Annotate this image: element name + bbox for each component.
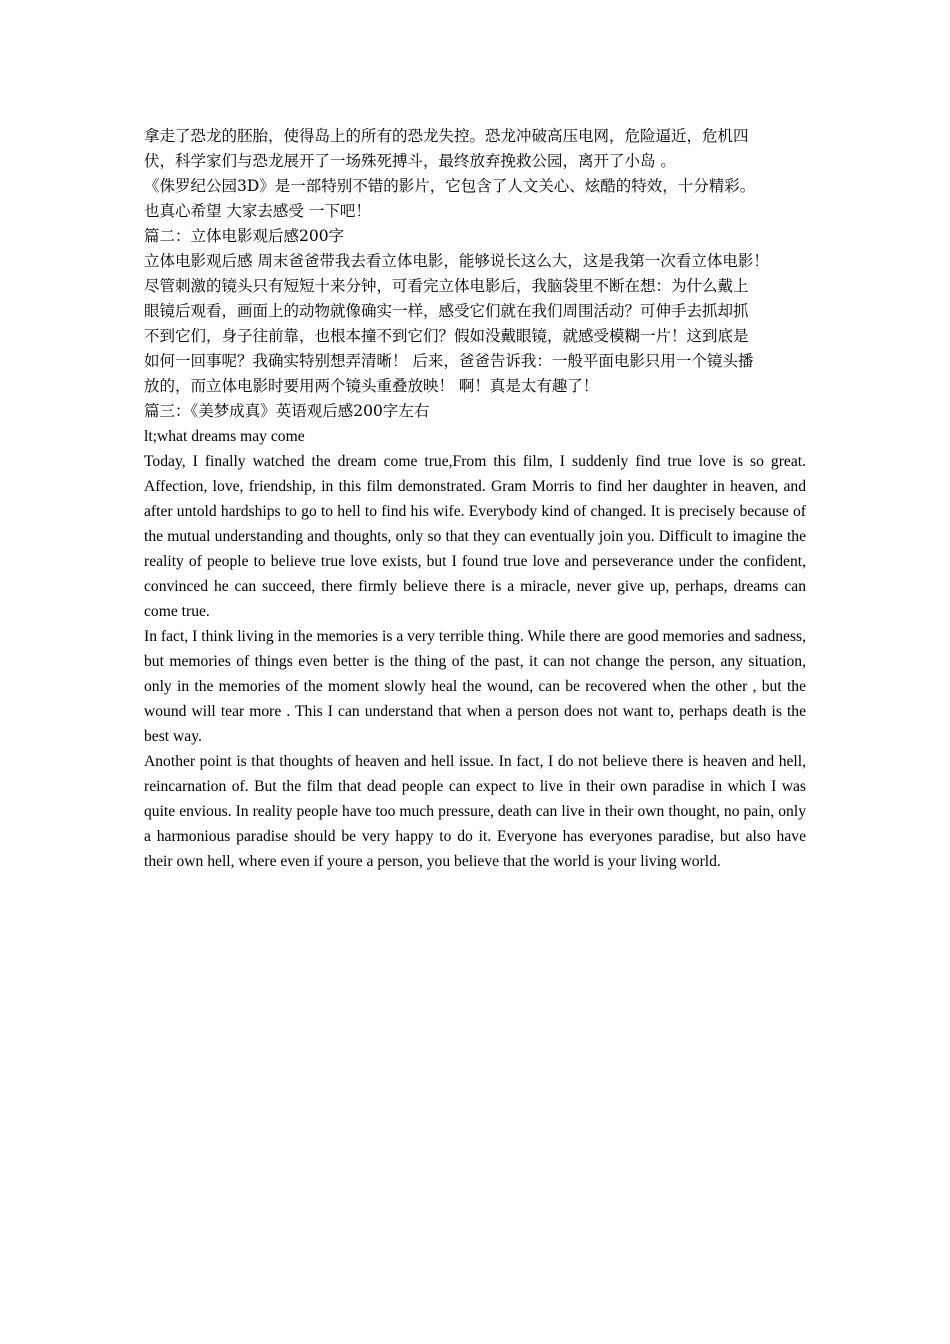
- text-line: 伏，科学家们与恐龙展开了一场殊死搏斗，最终放弃挽救公园，离开了小岛 。: [144, 152, 676, 170]
- text-line: 立体电影观后感 周末爸爸带我去看立体电影，能够说长这么大，这是我第一次看立体电影！: [144, 252, 769, 270]
- text-line: 拿走了恐龙的胚胎，使得岛上的所有的恐龙失控。恐龙冲破高压电网，危险逼近，危机四: [144, 127, 749, 145]
- text-line: 尽管刺激的镜头只有短短十来分钟，可看完立体电影后，我脑袋里不断在想：为什么戴上: [144, 277, 749, 295]
- text-line: 如何一回事呢？我确实特别想弄清晰！ 后来，爸爸告诉我：一般平面电影只用一个镜头播: [144, 352, 754, 370]
- text-line: 眼镜后观看，画面上的动物就像确实一样，感受它们就在我们周围活动？可伸手去抓却抓: [144, 302, 749, 320]
- paragraph-1: Today, I finally watched the dream come true,From this film, I suddenly find true love is so great. Affection, love, friendship, in this film demonstrated. Gram Morris to find her daughter in heaven, and after untold hardships to go to hell to find his wife. Everybody kind of changed. It is precisely because of the mutual understanding and thoughts, only so that they can eventually join you. Difficult to imagine the reality of people to believe true love exists, but I found true love and perseverance under the confident, convinced he can succeed, there firmly believe there is a miracle, never give up, perhaps, dreams can come true.: [144, 453, 806, 620]
- section-heading-3: 篇三：《美梦成真》英语观后感200字左右: [144, 402, 430, 420]
- text-line: 也真心希望 大家去感受 一下吧！: [144, 202, 371, 220]
- document-body: [144, 124, 806, 874]
- text-line: 放的，而立体电影时要用两个镜头重叠放映！ 啊！真是太有趣了！: [144, 377, 599, 395]
- text-line: 《侏罗纪公园3D》是一部特别不错的影片，它包含了人文关心、炫酷的特效，十分精彩。: [144, 177, 756, 195]
- subtitle-line: lt;what dreams may come: [144, 428, 305, 445]
- paragraph-2: In fact, I think living in the memories is a very terrible thing. While there are good memories and sadness, but memories of things even better is the thing of the past, it can not change the person, any situation, only in the memories of the moment slowly heal the wound, can be recovered when the other , but the wound will tear more . This I can understand that when a person does not want to, perhaps death is the best way.: [144, 628, 806, 745]
- text-line: 不到它们，身子往前靠，也根本撞不到它们？假如没戴眼镜，就感受模糊一片！这到底是: [144, 327, 749, 345]
- section-heading-2: 篇二：立体电影观后感200字: [144, 227, 345, 245]
- paragraph-3: Another point is that thoughts of heaven and hell issue. In fact, I do not believe there is heaven and hell, reincarnation of. But the film that dead people can expect to live in their own paradise in which I was quite envious. In reality people have too much pressure, death can live in their own thought, no pain, only a harmonious paradise should be very happy to do it. Everyone has everyones paradise, but also have their own hell, where even if youre a person, you believe that the world is your living world.: [144, 753, 806, 870]
